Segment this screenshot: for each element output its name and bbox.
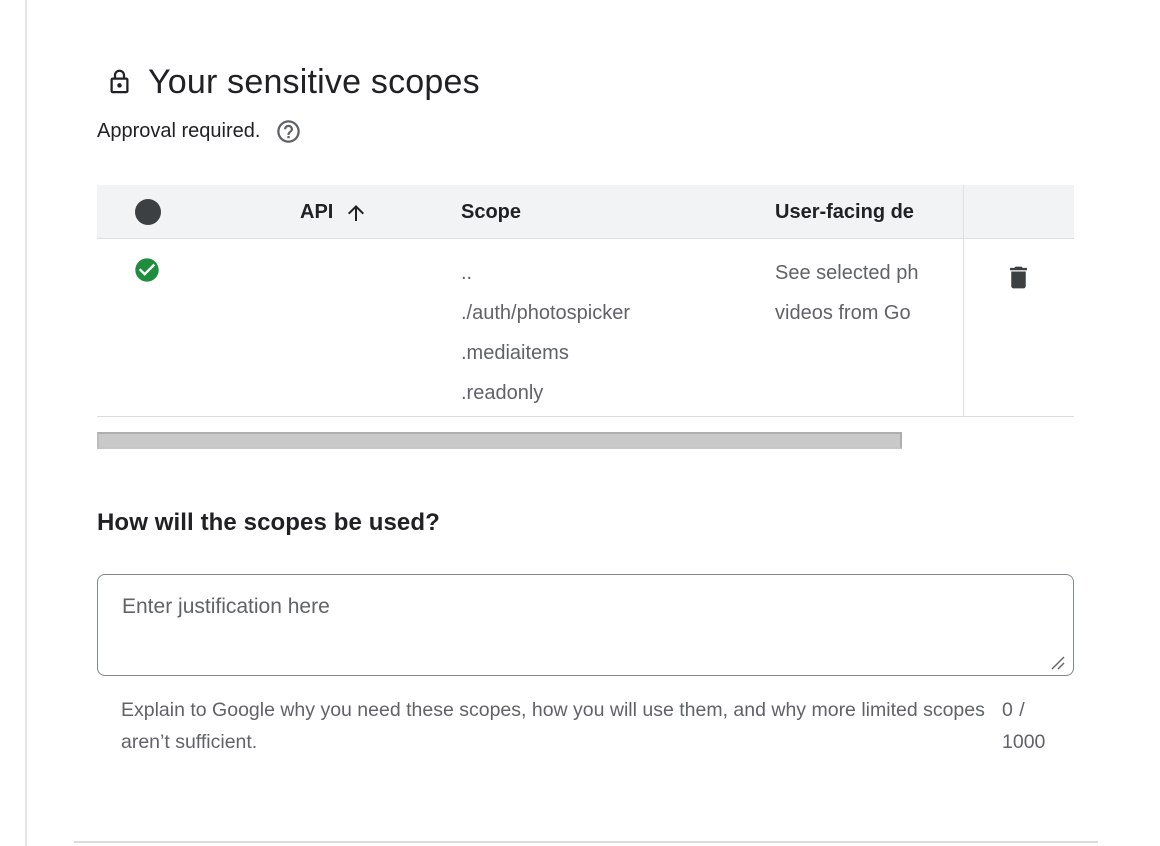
approval-required-label: Approval required. xyxy=(97,119,261,142)
character-counter: 0 / 1000 xyxy=(1002,699,1046,753)
description-column-label: User-facing de xyxy=(775,200,914,223)
section-title-row xyxy=(97,60,1074,104)
row-scope-cell xyxy=(443,239,757,416)
header-scope-column[interactable] xyxy=(443,185,757,239)
page-title: Your sensitive scopes xyxy=(148,62,480,101)
scope-column-label: Scope xyxy=(461,200,522,223)
row-description-cell xyxy=(757,239,963,416)
help-icon[interactable] xyxy=(275,118,302,145)
justification-input[interactable] xyxy=(97,574,1074,676)
justification-heading: How will the scopes be used? xyxy=(97,509,440,536)
lock-icon xyxy=(106,67,133,97)
table-horizontal-scrollbar xyxy=(97,432,1074,449)
header-status-column xyxy=(97,185,282,239)
row-actions-cell xyxy=(963,239,1074,416)
status-column-icon xyxy=(135,199,161,225)
table-header-row xyxy=(97,185,1074,239)
sort-ascending-icon xyxy=(344,201,368,225)
panel-left-divider xyxy=(25,0,27,846)
description-text: See selected ph xyxy=(775,262,919,284)
delete-scope-button[interactable] xyxy=(996,255,1040,299)
scope-text: .mediaitems xyxy=(461,342,569,364)
description-text: videos from Go xyxy=(775,302,911,324)
header-actions-column xyxy=(963,185,1074,239)
api-column-label: API xyxy=(300,200,334,223)
scrollbar-thumb[interactable] xyxy=(97,432,902,449)
justification-helper-row xyxy=(97,694,1074,758)
justification-field-wrap xyxy=(97,574,1074,681)
row-status-cell xyxy=(97,239,282,416)
resize-handle-icon[interactable] xyxy=(1051,656,1065,670)
header-description-column[interactable] xyxy=(757,185,963,239)
subtitle-row xyxy=(97,117,1074,145)
row-api-cell xyxy=(282,239,443,416)
trash-icon xyxy=(1004,263,1033,292)
approved-check-icon xyxy=(133,256,161,284)
header-api-column[interactable] xyxy=(282,185,443,239)
table-row xyxy=(97,239,1074,417)
section-bottom-divider xyxy=(74,841,1098,843)
scope-text: .readonly xyxy=(461,382,544,404)
sensitive-scopes-table xyxy=(97,185,1074,417)
justification-helper-text: Explain to Google why you need these scopes, how you will use them, and why more limited scopes aren’t sufficient. xyxy=(121,699,985,753)
scope-text: .. xyxy=(461,262,473,284)
scope-text: ./auth/photospicker xyxy=(461,302,630,324)
sensitive-scopes-section xyxy=(97,0,1074,758)
